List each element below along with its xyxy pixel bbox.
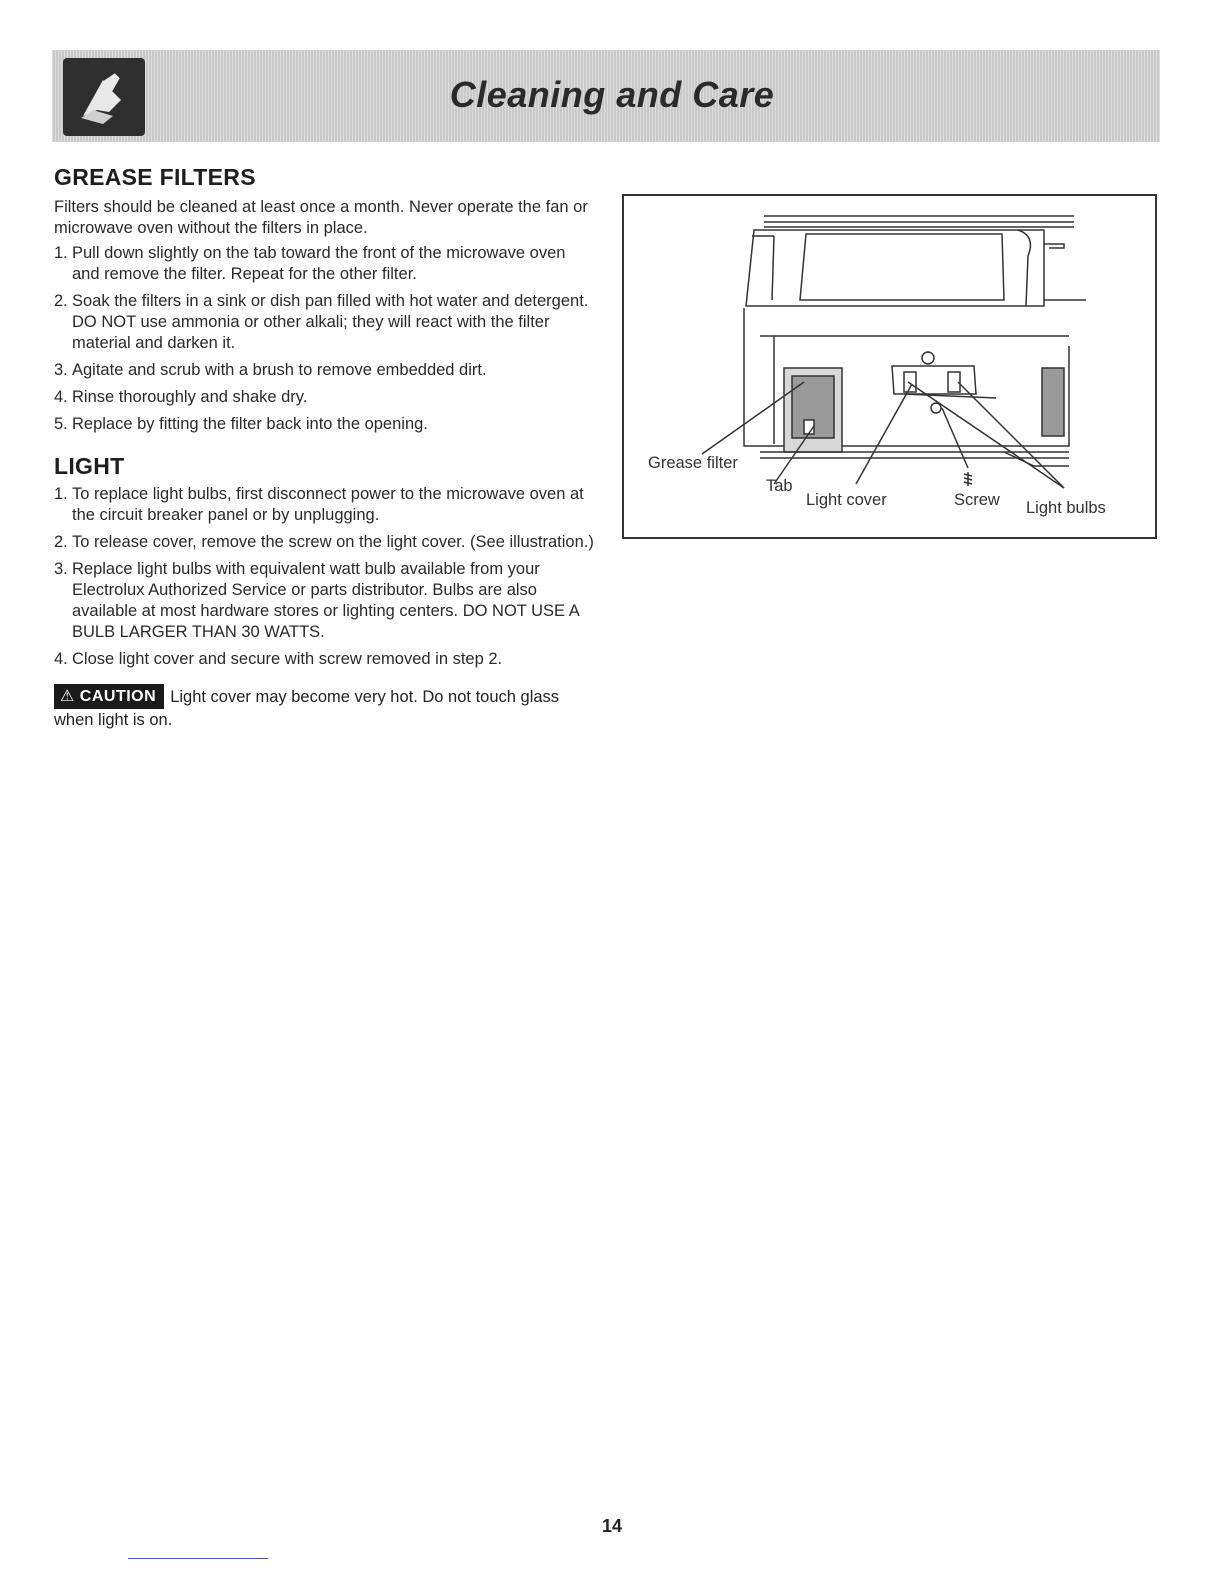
grease-filters-heading: GREASE FILTERS: [54, 164, 256, 190]
content-column: [54, 164, 594, 732]
list-item: 3. Replace light bulbs with equivalent watt bulb available from your Electrolux Authorized Service or parts distributor. Bulbs are also available at most hardware stores or lighting centers. DO NOT USE A BULB LARGER THAN 30 WATTS.: [54, 560, 579, 641]
grease-filter-label: Grease filter: [648, 454, 738, 472]
light-steps: [54, 484, 594, 670]
list-item: 1. To replace light bulbs, first disconnect power to the microwave oven at the circuit breaker panel or by unplugging.: [54, 485, 584, 524]
caution-text: Light cover may become very hot. Do not touch glass when light is on.: [54, 688, 560, 729]
list-item: 1. Pull down slightly on the tab toward the front of the microwave oven and remove the filter. Repeat for the other filter.: [54, 244, 566, 283]
list-item: 4. Close light cover and secure with screw removed in step 2.: [54, 650, 503, 668]
list-item: 3. Agitate and scrub with a brush to remove embedded dirt.: [54, 361, 487, 379]
microwave-illustration: [622, 194, 1157, 539]
list-item: 5. Replace by fitting the filter back into the opening.: [54, 415, 428, 433]
list-item: 2. Soak the filters in a sink or dish pan filled with hot water and detergent. DO NOT use ammonia or other alkali; they will react with the filter material and darken it.: [54, 292, 589, 352]
caution-notice: [54, 684, 594, 732]
page-number: 14: [601, 1516, 623, 1536]
grease-filters-intro: Filters should be cleaned at least once a month. Never operate the fan or microwave oven without the filters in place.: [54, 198, 588, 237]
light-cover-label: Light cover: [806, 491, 887, 509]
tab-label: Tab: [766, 477, 793, 495]
page-title: Cleaning and Care: [449, 74, 775, 115]
microwave-diagram: [624, 196, 1155, 537]
screw-label: Screw: [954, 491, 1000, 509]
grease-filters-steps: [54, 243, 594, 435]
list-item: 2. To release cover, remove the screw on the light cover. (See illustration.): [54, 533, 594, 551]
light-heading: LIGHT: [54, 453, 125, 479]
caution-badge: ⚠︎ CAUTION: [54, 684, 164, 709]
list-item: 4. Rinse thoroughly and shake dry.: [54, 388, 308, 406]
light-bulbs-label: Light bulbs: [1026, 499, 1106, 517]
footer-rule: [128, 1558, 268, 1559]
